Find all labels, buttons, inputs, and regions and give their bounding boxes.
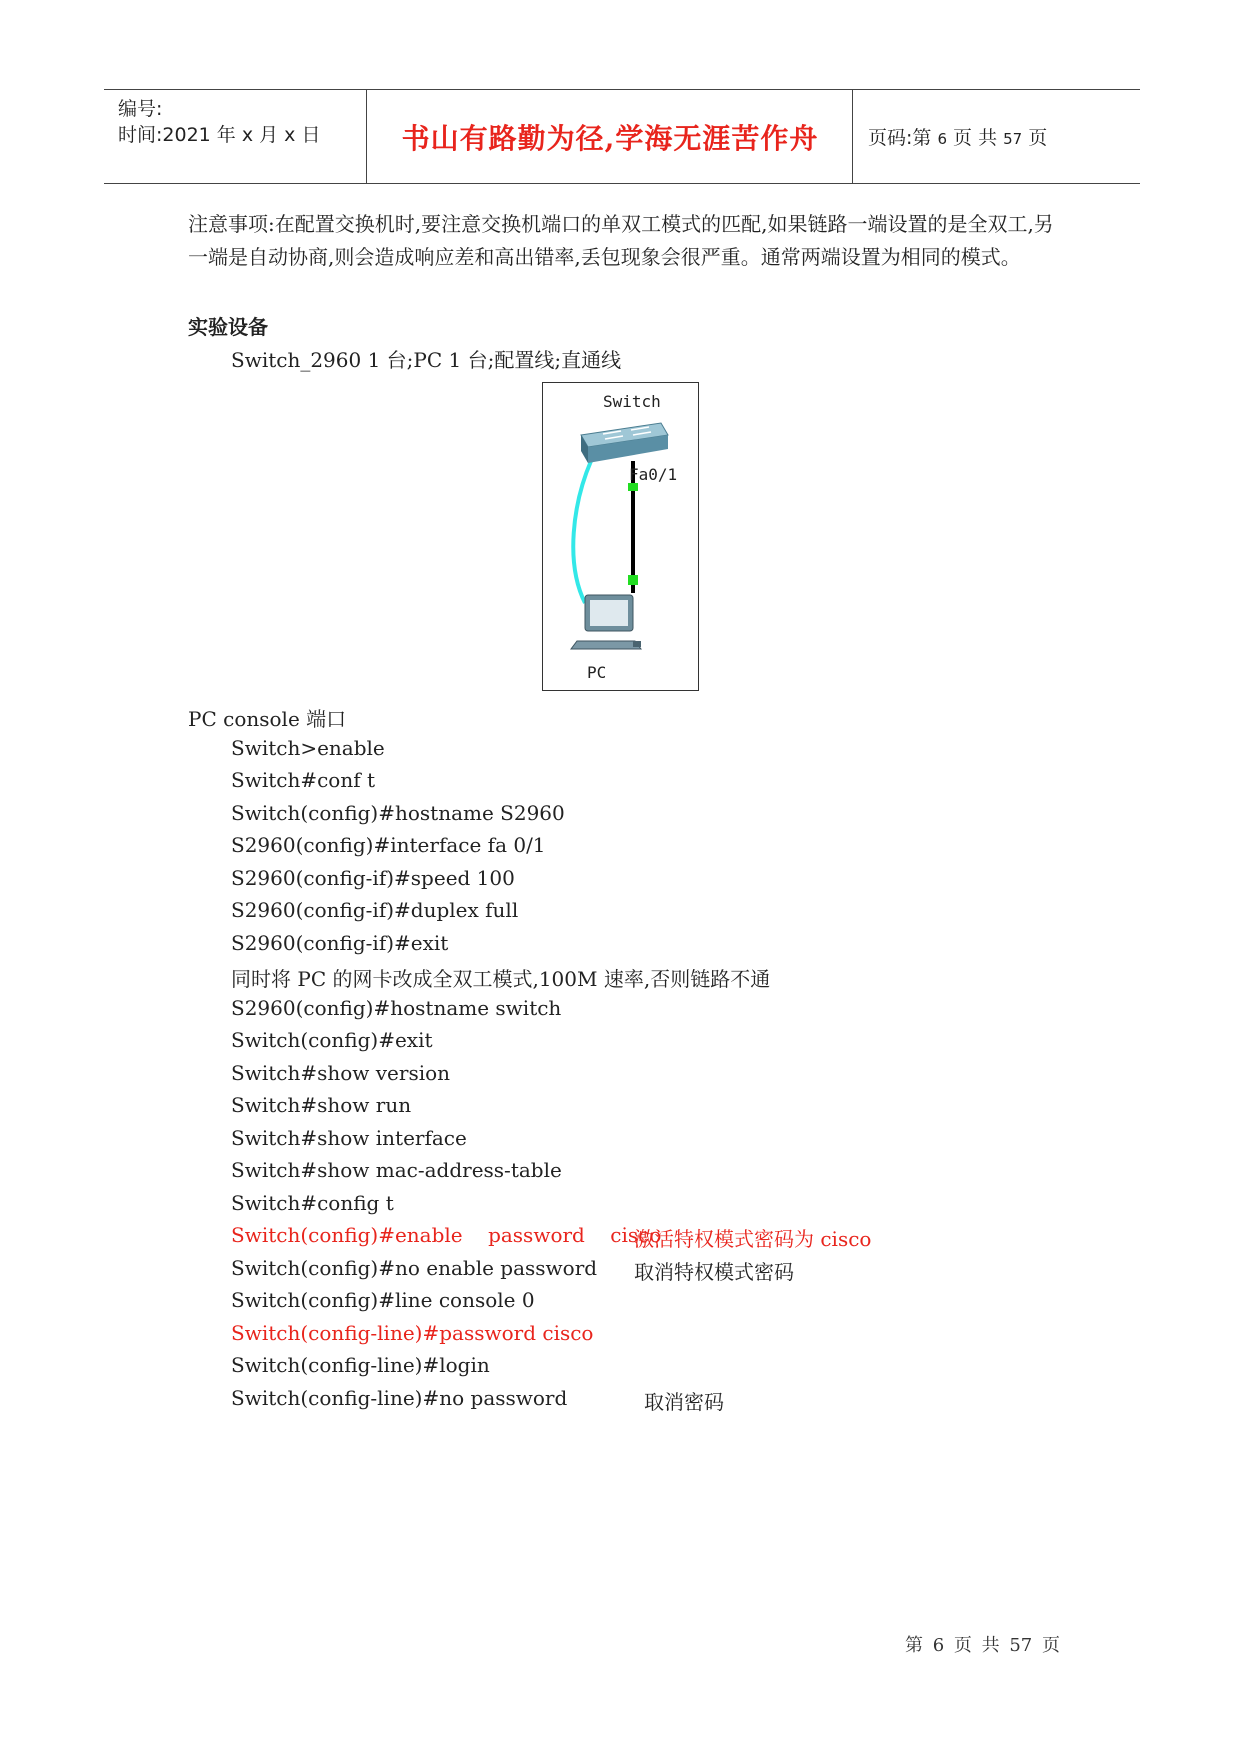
command-line: Switch(config)#no enable password bbox=[231, 1256, 598, 1280]
console-cable bbox=[573, 461, 591, 603]
header-motto: 书山有路勤为径,学海无涯苦作舟 bbox=[401, 121, 819, 155]
command-line: S2960(config-if)#duplex full bbox=[231, 898, 519, 922]
command-line: S2960(config-if)#speed 100 bbox=[231, 866, 515, 890]
page-header bbox=[104, 89, 1140, 184]
port-label: Fa0/1 bbox=[629, 465, 678, 484]
command-line: Switch(config-line)#login bbox=[231, 1353, 490, 1377]
notes-paragraph: 注意事项:在配置交换机时,要注意交换机端口的单双工模式的匹配,如果链路一端设置的是全双工,另一端是自动协商,则会造成响应差和高出错率,丢包现象会很严重。通常两端设置为相同的模式。 bbox=[188, 212, 1054, 269]
command-line: S2960(config)#interface fa 0/1 bbox=[231, 833, 546, 857]
document-number-label: 编号: bbox=[118, 98, 163, 120]
command-line: Switch#show run bbox=[231, 1093, 412, 1117]
page-suffix: 页 bbox=[1028, 127, 1048, 149]
command-line: Switch#show version bbox=[231, 1061, 451, 1085]
switch-icon bbox=[581, 423, 668, 463]
page-footer: 第 6 页 共 57 页 bbox=[905, 1635, 1060, 1656]
page-current: 6 bbox=[937, 130, 947, 148]
command-comment: 取消特权模式密码 bbox=[634, 1260, 794, 1284]
pc-label: PC bbox=[587, 663, 607, 682]
page-total: 57 bbox=[1003, 130, 1023, 148]
command-comment-highlighted: 激活特权模式密码为 cisco bbox=[634, 1227, 872, 1251]
header-page-cell bbox=[854, 90, 1140, 183]
command-line: Switch(config)#exit bbox=[231, 1028, 433, 1052]
command-line: S2960(config)#hostname switch bbox=[231, 996, 562, 1020]
command-comment: 取消密码 bbox=[644, 1390, 724, 1414]
command-line-highlighted: Switch(config-line)#password cisco bbox=[231, 1321, 594, 1345]
command-note: 同时将 PC 的网卡改成全双工模式,100M 速率,否则链路不通 bbox=[231, 967, 771, 991]
command-line: Switch#show mac-address-table bbox=[231, 1158, 562, 1182]
command-line: Switch#config t bbox=[231, 1191, 394, 1215]
command-line: Switch(config-line)#no password bbox=[231, 1386, 568, 1410]
pc-port-light bbox=[628, 575, 638, 585]
command-line: Switch(config)#line console 0 bbox=[231, 1288, 535, 1312]
topology-diagram bbox=[543, 383, 698, 690]
switch-label: Switch bbox=[603, 392, 661, 411]
command-line: S2960(config-if)#exit bbox=[231, 931, 449, 955]
page-mid: 页 共 bbox=[953, 127, 998, 149]
equipment-heading: 实验设备 bbox=[188, 315, 268, 339]
equipment-list: Switch_2960 1 台;PC 1 台;配置线;直通线 bbox=[231, 348, 622, 372]
command-line-highlighted: Switch(config)#enable password cisco bbox=[231, 1223, 662, 1247]
header-page-indicator bbox=[868, 123, 1047, 150]
topology-figure bbox=[542, 382, 699, 691]
command-line: Switch#show interface bbox=[231, 1126, 467, 1150]
header-motto-cell bbox=[368, 90, 853, 183]
header-meta-cell bbox=[104, 90, 367, 183]
command-line: Switch(config)#hostname S2960 bbox=[231, 801, 565, 825]
switch-port-light bbox=[628, 483, 638, 491]
document-time-label: 时间:2021 年 x 月 x 日 bbox=[118, 124, 321, 146]
console-heading: PC console 端口 bbox=[188, 707, 347, 731]
page-prefix: 页码:第 bbox=[868, 127, 932, 149]
command-line: Switch>enable bbox=[231, 736, 385, 760]
pc-icon bbox=[571, 595, 641, 649]
command-line: Switch#conf t bbox=[231, 768, 376, 792]
